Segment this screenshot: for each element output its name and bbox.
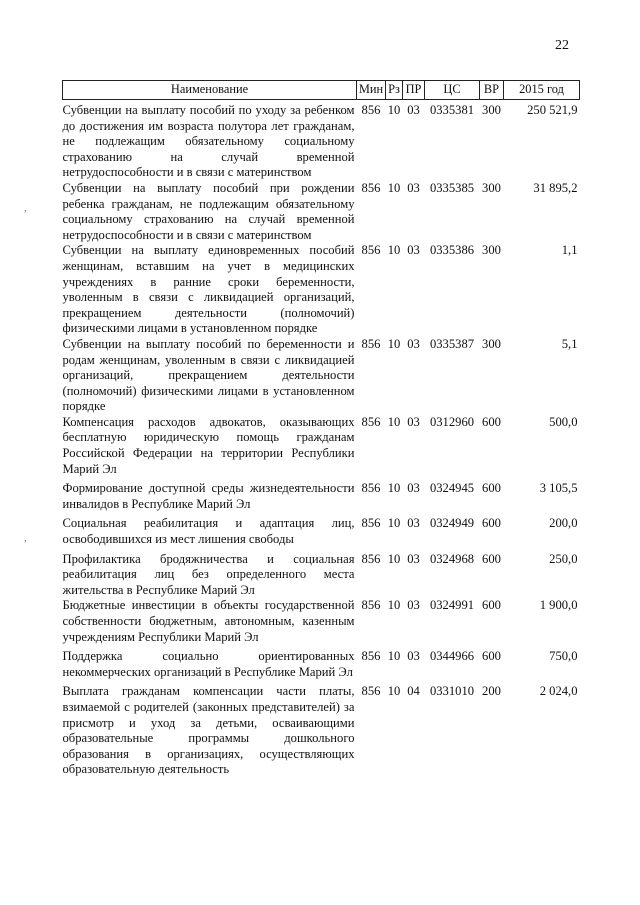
row-min: 856 bbox=[361, 414, 381, 429]
row-name: Субвенции на выплату единовременных пособий женщинам, вставшим на учет в медицинских учреждениях в ранние сроки беременности, уволенным в связи с ликвидацией организаций, прекращением деятельности (полномочий) физическими лицами в установленном порядке bbox=[62, 243, 355, 336]
row-vr: 600 bbox=[482, 598, 501, 613]
row-rz: 10 bbox=[387, 336, 401, 351]
table-row bbox=[63, 645, 580, 680]
row-vr: 600 bbox=[482, 551, 501, 566]
row-pr: 03 bbox=[407, 180, 420, 195]
row-name: Субвенции на выплату пособий по беременности и родам женщинам, уволенным в связи с ликвидацией организаций, прекращением деятельности (полномочий) физическими лицами в установленном порядке bbox=[62, 336, 355, 414]
row-cs: 0324968 bbox=[429, 551, 475, 566]
row-cs: 0324945 bbox=[429, 481, 475, 496]
row-cs: 0324991 bbox=[429, 598, 475, 613]
row-amount: 200,0 bbox=[549, 516, 578, 531]
row-pr: 03 bbox=[407, 414, 420, 429]
row-rz: 10 bbox=[387, 516, 401, 531]
row-name: Поддержка социально ориентированных некоммерческих организаций в Республике Марий Эл bbox=[62, 649, 355, 679]
row-name: Профилактика бродяжничества и социальная реабилитация лиц без определенного места жительства в Республике Марий Эл bbox=[62, 551, 355, 597]
row-pr: 03 bbox=[407, 516, 420, 531]
row-min: 856 bbox=[361, 243, 381, 258]
header-vr: ВР bbox=[480, 81, 504, 100]
row-name: Выплата гражданам компенсации части платы, взимаемой с родителей (законных представителей) за присмотр и уход за детьми, осваивающими образовательные программы дошкольного образования в организациях, осуществляющих образовательную деятельность bbox=[62, 684, 355, 777]
row-vr: 600 bbox=[482, 649, 501, 664]
row-min: 856 bbox=[361, 684, 381, 699]
row-cs: 0335385 bbox=[429, 180, 475, 195]
table-row bbox=[63, 477, 580, 512]
row-rz: 10 bbox=[387, 243, 401, 258]
row-amount: 5,1 bbox=[561, 336, 578, 351]
row-amount: 3 105,5 bbox=[539, 481, 578, 496]
row-rz: 10 bbox=[387, 103, 401, 117]
row-vr: 300 bbox=[482, 103, 501, 117]
row-min: 856 bbox=[361, 516, 381, 531]
row-min: 856 bbox=[361, 180, 381, 195]
row-vr: 300 bbox=[482, 336, 501, 351]
row-pr: 03 bbox=[407, 103, 420, 117]
table-row bbox=[63, 598, 580, 645]
row-vr: 300 bbox=[482, 243, 501, 258]
table-row bbox=[63, 243, 580, 337]
row-cs: 0335386 bbox=[429, 243, 475, 258]
row-vr: 600 bbox=[482, 516, 501, 531]
row-amount: 250,0 bbox=[549, 551, 578, 566]
header-name: Наименование bbox=[63, 81, 357, 100]
row-vr: 200 bbox=[482, 684, 501, 699]
row-min: 856 bbox=[361, 481, 381, 496]
row-pr: 04 bbox=[407, 684, 420, 699]
header-year: 2015 год bbox=[504, 81, 580, 100]
row-vr: 300 bbox=[482, 180, 501, 195]
row-pr: 03 bbox=[407, 649, 420, 664]
row-cs: 0331010 bbox=[429, 684, 475, 699]
row-pr: 03 bbox=[407, 481, 420, 496]
scan-mark: , bbox=[24, 532, 27, 544]
row-min: 856 bbox=[361, 551, 381, 566]
table-row bbox=[63, 512, 580, 547]
table-header-row bbox=[63, 81, 580, 100]
header-rz: Рз bbox=[386, 81, 403, 100]
header-cs: ЦС bbox=[425, 81, 480, 100]
row-amount: 500,0 bbox=[549, 414, 578, 429]
row-rz: 10 bbox=[387, 180, 401, 195]
table-row bbox=[63, 680, 580, 778]
table-row bbox=[63, 100, 580, 181]
page-number: 22 bbox=[555, 38, 569, 53]
row-min: 856 bbox=[361, 649, 381, 664]
table-row bbox=[63, 337, 580, 415]
header-pr: ПР bbox=[403, 81, 425, 100]
row-rz: 10 bbox=[387, 684, 401, 699]
row-amount: 1 900,0 bbox=[539, 598, 578, 613]
row-name: Субвенции на выплату пособий по уходу за ребенком до достижения им возраста полутора лет гражданам, не подлежащим обязательному социальному страхованию на случай временной нетрудоспособности и в связи с материнством bbox=[62, 103, 355, 180]
table-row bbox=[63, 548, 580, 599]
table-row bbox=[63, 415, 580, 477]
row-rz: 10 bbox=[387, 481, 401, 496]
row-cs: 0312960 bbox=[429, 414, 475, 429]
row-name: Бюджетные инвестиции в объекты государственной собственности бюджетным, автономным, казенным учреждениям Республики Марий Эл bbox=[62, 598, 355, 644]
budget-table bbox=[62, 80, 580, 778]
row-amount: 2 024,0 bbox=[539, 684, 578, 699]
row-amount: 31 895,2 bbox=[533, 180, 578, 195]
row-rz: 10 bbox=[387, 414, 401, 429]
row-name: Субвенции на выплату пособий при рождении ребенка гражданам, не подлежащим обязательному социальному страхованию на случай временной нетрудоспособности и в связи с материнством bbox=[62, 180, 355, 242]
row-min: 856 bbox=[361, 598, 381, 613]
row-rz: 10 bbox=[387, 551, 401, 566]
header-min: Мин bbox=[357, 81, 386, 100]
row-min: 856 bbox=[361, 103, 381, 117]
row-pr: 03 bbox=[407, 598, 420, 613]
table-row bbox=[63, 181, 580, 243]
row-pr: 03 bbox=[407, 243, 420, 258]
row-amount: 750,0 bbox=[549, 649, 578, 664]
row-amount: 250 521,9 bbox=[527, 103, 578, 117]
row-cs: 0324949 bbox=[429, 516, 475, 531]
row-cs: 0335387 bbox=[429, 336, 475, 351]
row-name: Компенсация расходов адвокатов, оказывающих бесплатную юридическую помощь гражданам Российской Федерации на территории Республики Марий Эл bbox=[62, 414, 355, 476]
row-vr: 600 bbox=[482, 481, 501, 496]
row-rz: 10 bbox=[387, 598, 401, 613]
row-rz: 10 bbox=[387, 649, 401, 664]
row-pr: 03 bbox=[407, 336, 420, 351]
row-name: Социальная реабилитация и адаптация лиц, освободившихся из мест лишения свободы bbox=[62, 516, 355, 547]
row-pr: 03 bbox=[407, 551, 420, 566]
row-vr: 600 bbox=[482, 414, 501, 429]
row-cs: 0335381 bbox=[429, 103, 475, 117]
row-name: Формирование доступной среды жизнедеятельности инвалидов в Республике Марий Эл bbox=[62, 481, 355, 511]
row-min: 856 bbox=[361, 336, 381, 351]
row-cs: 0344966 bbox=[429, 649, 475, 664]
row-amount: 1,1 bbox=[561, 243, 578, 258]
scan-mark: , bbox=[24, 202, 27, 214]
